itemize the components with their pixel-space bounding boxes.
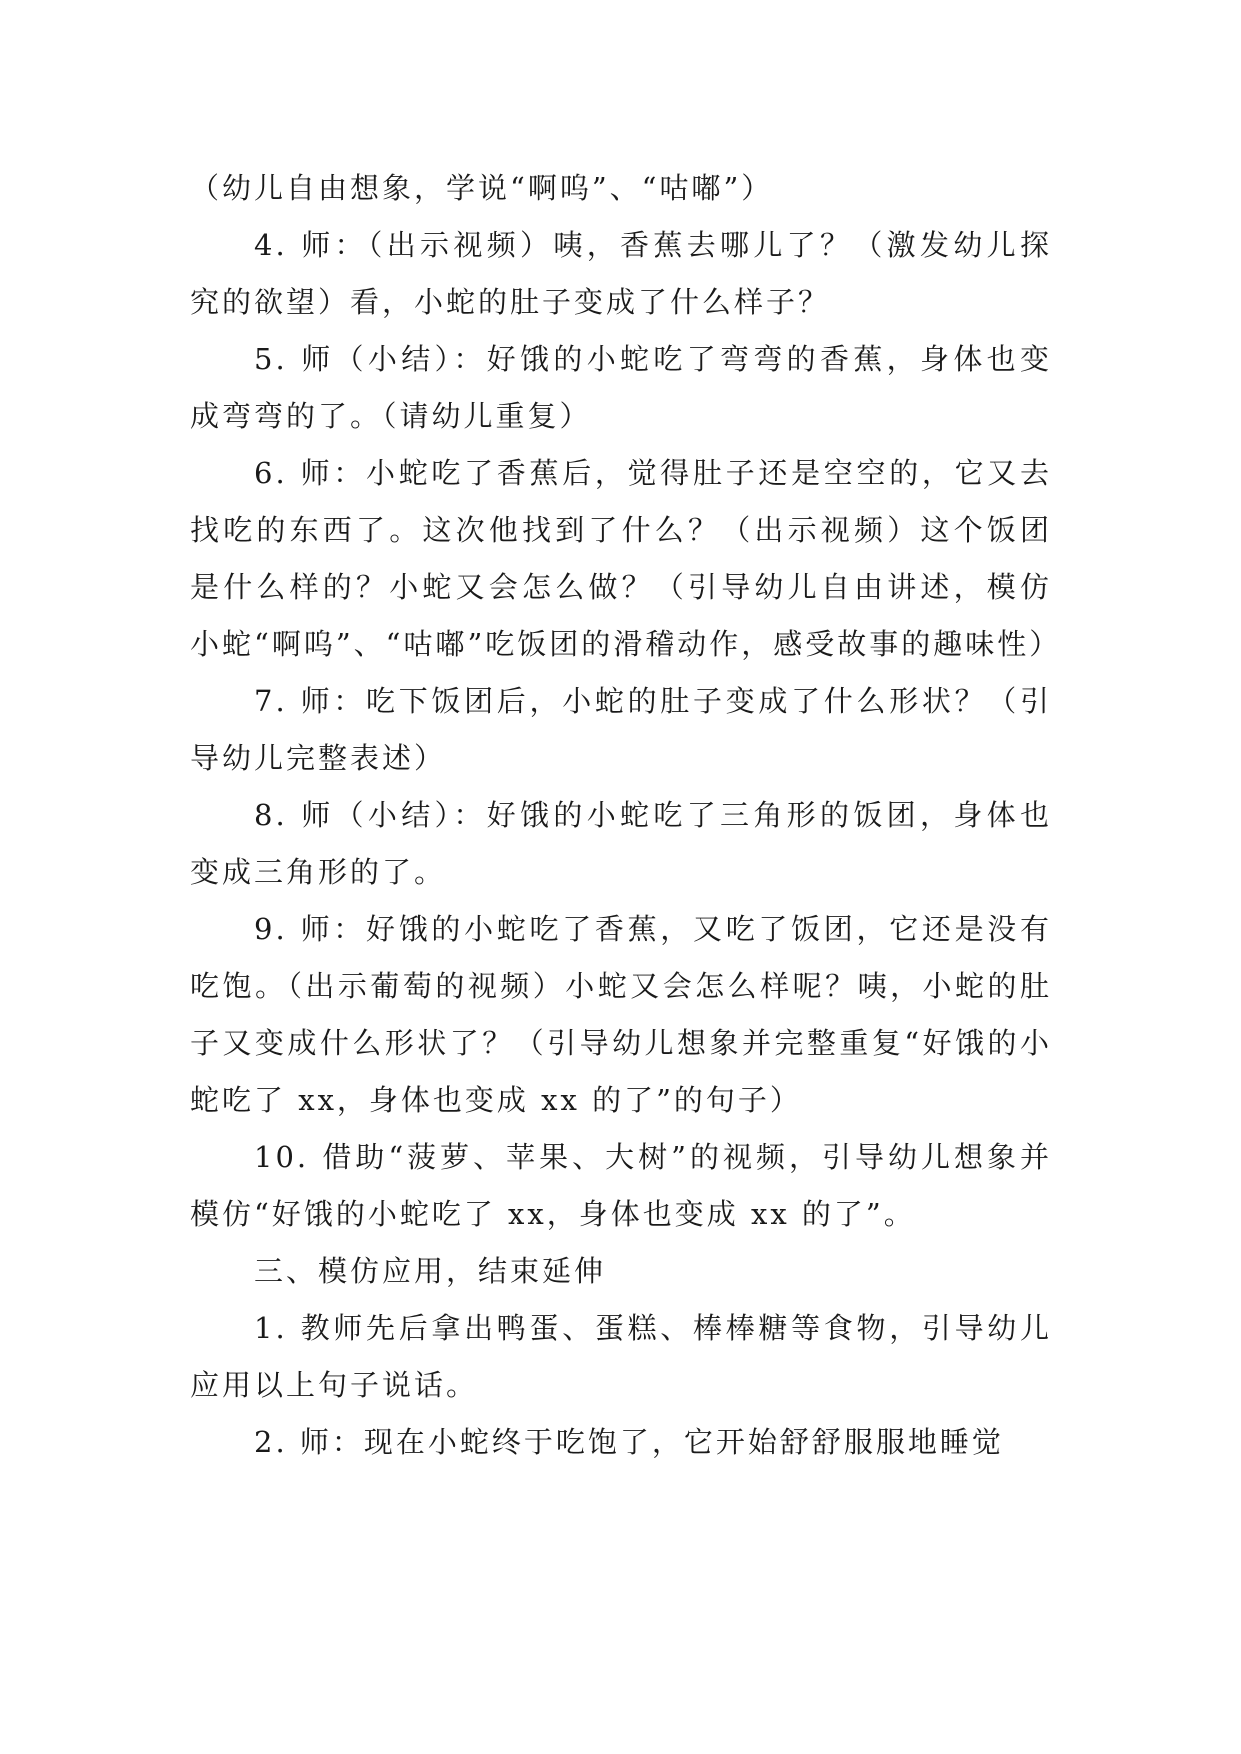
paragraph-section3-step-2: 2. 师：现在小蛇终于吃饱了，它开始舒舒服服地睡觉 — [254, 1425, 1004, 1459]
paragraph-section3-step-1: 1. 教师先后拿出鸭蛋、蛋糕、棒棒糖等食物，引导幼儿应用以上句子说话。 — [190, 1311, 1052, 1402]
section-heading-3: 三、模仿应用，结束延伸 — [254, 1254, 607, 1288]
paragraph-intro: （幼儿自由想象，学说“啊呜”、“咕嘟”） — [190, 171, 774, 205]
paragraph-step-10: 10. 借助“菠萝、苹果、大树”的视频，引导幼儿想象并模仿“好饿的小蛇吃了 xx，身体也变成 xx 的了”。 — [190, 1140, 1052, 1231]
paragraph-step-6: 6. 师：小蛇吃了香蕉后，觉得肚子还是空空的，它又去找吃的东西了。这次他找到了什么？（出示视频）这个饭团是什么样的？小蛇又会怎么做？（引导幼儿自由讲述，模仿小蛇“啊呜”、“咕嘟”吃饭团的滑稽动作，感受故事的趣味性） — [190, 456, 1062, 661]
paragraph-step-9: 9. 师：好饿的小蛇吃了香蕉，又吃了饭团，它还是没有吃饱。（出示葡萄的视频）小蛇又会怎么样呢？咦，小蛇的肚子又变成什么形状了？（引导幼儿想象并完整重复“好饿的小蛇吃了 xx，身体也变成 xx 的了”的句子） — [190, 912, 1052, 1117]
paragraph-step-7: 7. 师：吃下饭团后，小蛇的肚子变成了什么形状？（引导幼儿完整表述） — [190, 684, 1052, 775]
paragraph-step-4: 4. 师：（出示视频）咦，香蕉去哪儿了？（激发幼儿探究的欲望）看，小蛇的肚子变成了什么样子？ — [190, 228, 1052, 319]
paragraph-step-5: 5. 师（小结）：好饿的小蛇吃了弯弯的香蕉，身体也变成弯弯的了。（请幼儿重复） — [190, 342, 1052, 433]
document-body — [190, 160, 1062, 1471]
paragraph-step-8: 8. 师（小结）：好饿的小蛇吃了三角形的饭团，身体也变成三角形的了。 — [190, 798, 1052, 889]
